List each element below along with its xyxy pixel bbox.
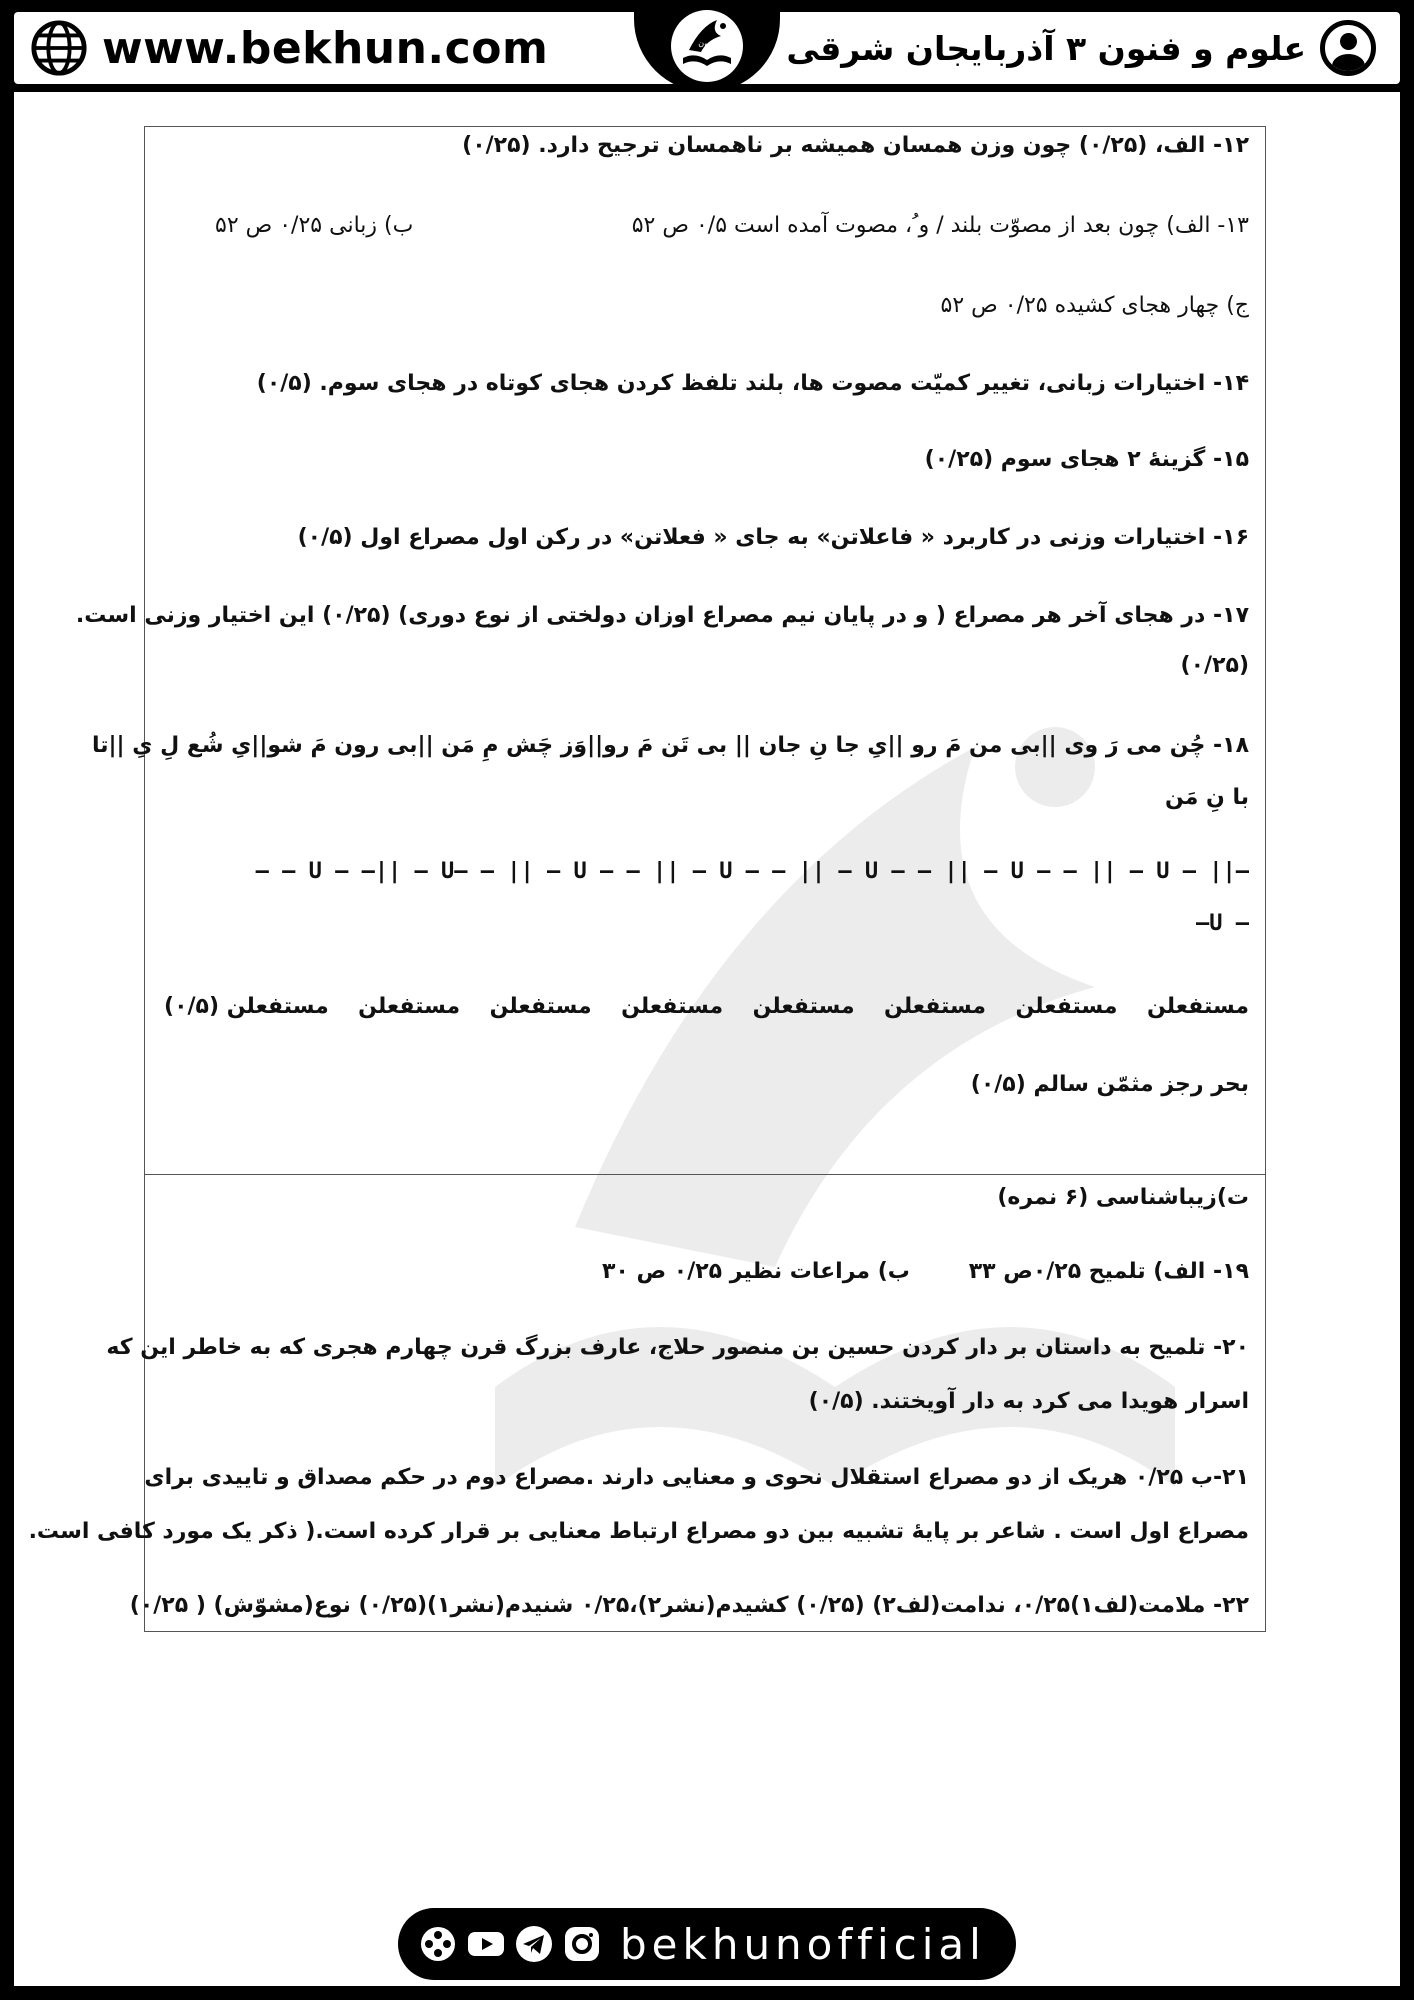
youtube-icon[interactable] (466, 1924, 506, 1964)
answer-18-line-1: ۱۸- چُن می رَ وی ||بی من مَ رو ||یِ جا نِ جان || بی تَن مَ رو||وَز چَش مِ مَن ||بی رون مَ شو||یِ شُع لِ یِ ||تا (92, 733, 1249, 758)
foot: مستفعلن (1146, 994, 1249, 1019)
answer-19-b: ب) مراعات نظیر ۰/۲۵ ص ۳۰ (602, 1259, 910, 1284)
feet-row (164, 994, 1249, 1019)
answer-21-line-1: ۲۱-ب ۰/۲۵ هریک از دو مصراع استقلال نحوی و معنایی دارند .مصراع دوم در حکم مصداق و تاییدی برای (144, 1465, 1249, 1490)
answer-16: ۱۶- اختیارات وزنی در کاربرد « فاعلاتن» به جای « فعلاتن» در رکن اول مصراع اول (۰/۵) (297, 525, 1249, 550)
answer-box (28, 126, 1266, 1632)
book-logo-icon (667, 6, 747, 86)
film-reel-icon[interactable] (418, 1924, 458, 1964)
answer-15: ۱۵- گزینۀ ۲ هجای سوم (۰/۲۵) (924, 447, 1249, 472)
bahr-line: بحر رجز مثمّن سالم (۰/۵) (970, 1072, 1249, 1097)
answer-19-a: ۱۹- الف) تلمیح ۰/۲۵ص ۳۳ (968, 1259, 1249, 1284)
telegram-icon[interactable] (514, 1924, 554, 1964)
foot: مستفعلن (752, 994, 855, 1019)
answer-17-line-1: ۱۷- در هجای آخر هر مصراع ( و در پایان نیم مصراع اوزان دولختی از نوع دوری) (۰/۲۵) این اختیار وزنی است. (75, 603, 1249, 628)
logo-text: بخون (698, 39, 716, 48)
header-bar (0, 0, 1414, 92)
meter-line-1: – – U – –|| – U– – || – U – – || – U – – || – U – – || – U – – || – U – ||– (255, 859, 1249, 884)
social-footer (398, 1908, 1016, 1980)
answer-13-b: ب) زبانی ۰/۲۵ ص ۵۲ (215, 213, 414, 238)
answer-17-line-2: (۰/۲۵) (1180, 653, 1249, 678)
answer-13-a: ۱۳- الف) چون بعد از مصوّت بلند / و ُ، مصوت آمده است ۰/۵ ص ۵۲ (631, 213, 1249, 238)
site-link[interactable] (30, 12, 548, 84)
answer-21-line-2: مصراع اول است . شاعر بر پایۀ تشبیه بین دو مصراع ارتباط معنایی بر قرار کرده است.( ذکر یک مورد کافی است. (28, 1519, 1249, 1544)
foot: مستفعلن (1015, 994, 1118, 1019)
foot: مستفعلن (۰/۵) (164, 994, 329, 1019)
answer-14: ۱۴- اختیارات زبانی، تغییر کمیّت مصوت ها، بلند تلفظ کردن هجای کوتاه در هجای سوم. (۰/۵) (256, 371, 1249, 396)
section-title: ت)زیباشناسی (۶ نمره) (997, 1185, 1249, 1210)
answer-18-line-2: با نِ مَن (1164, 785, 1249, 810)
instagram-icon[interactable] (562, 1924, 602, 1964)
social-handle[interactable]: bekhunofficial (620, 1919, 986, 1969)
answer-20-line-2: اسرار هویدا می کرد به دار آویختند. (۰/۵) (808, 1389, 1249, 1414)
foot: مستفعلن (489, 994, 592, 1019)
header-title: علوم و فنون ۳ آذربایجان شرقی (786, 28, 1306, 68)
user-icon (1320, 20, 1376, 76)
answer-12: ۱۲- الف، (۰/۲۵) چون وزن همسان همیشه بر ناهمسان ترجیح دارد. (۰/۲۵) (462, 133, 1249, 158)
section-divider (145, 1174, 1265, 1175)
site-url: www.bekhun.com (102, 22, 549, 74)
foot: مستفعلن (358, 994, 461, 1019)
foot: مستفعلن (621, 994, 724, 1019)
answer-20-line-1: ۲۰- تلمیح به داستان بر دار کردن حسین بن منصور حلاج، عارف بزرگ قرن چهارم هجری که به خاطر این که (106, 1335, 1249, 1360)
globe-icon (30, 19, 88, 77)
answer-22: ۲۲- ملامت(لف۱)۰/۲۵، ندامت(لف۲) (۰/۲۵) کشیدم(نشر۲)،۰/۲۵ شنیدم(نشر۱)(۰/۲۵) نوع(مشوّش) ( ۰/۲۵) (129, 1593, 1249, 1618)
header-title-group (786, 12, 1376, 84)
answer-13-c: ج) چهار هجای کشیده ۰/۲۵ ص ۵۲ (940, 293, 1249, 318)
meter-line-2: –U – (1196, 911, 1249, 936)
foot: مستفعلن (884, 994, 987, 1019)
